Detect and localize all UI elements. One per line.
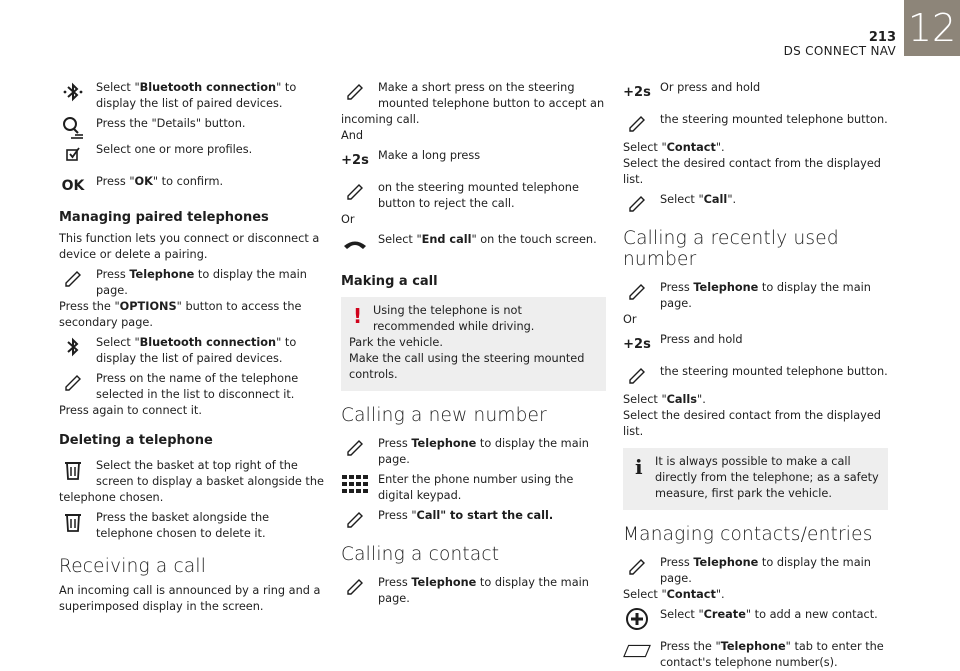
step-long-press: +2s Make a long press: [341, 144, 606, 176]
step-ok: OK Press "OK" to confirm.: [59, 170, 324, 196]
paragraph-receive: An incoming call is announced by a ring and a superimposed display in the screen.: [59, 584, 321, 613]
step-telephone-main: Press Telephone to display the main page.: [341, 432, 606, 468]
step-basket: Select the basket at top right of the screen to display a basket alongside the: [59, 454, 324, 490]
step-telephone-manage: Press Telephone to display the main page.: [623, 551, 888, 587]
step-call-start: Press "Call" to start the call.: [341, 504, 606, 530]
step-keypad: Enter the phone number using the digital keypad.: [341, 468, 606, 504]
step-steering-button-2: the steering mounted telephone button.: [623, 360, 888, 392]
tab-icon: [623, 637, 651, 665]
step-telephone-tab: Press the "Telephone" tab to enter the contact's telephone number(s).: [623, 635, 888, 671]
touch-pen-icon: [341, 506, 369, 534]
paragraph-or: Or: [623, 313, 637, 326]
step-telephone: Press Telephone to display the main page.: [59, 263, 324, 299]
info-icon: i: [635, 455, 643, 479]
basket-icon: [59, 456, 87, 484]
touch-pen-icon: [623, 110, 651, 138]
paragraph-or: Or: [341, 213, 355, 226]
warning-icon: !: [353, 304, 363, 328]
section-title: DS CONNECT NAV: [783, 44, 896, 58]
heading-calling-recent: Calling a recently used number: [623, 228, 839, 270]
step-short-press: Make a short press on the steering mounted telephone button to accept an: [341, 76, 606, 112]
step-telephone-recent: Press Telephone to display the main page.: [623, 276, 888, 312]
heading-making-call: Making a call: [341, 274, 438, 289]
touch-pen-icon: [59, 265, 87, 293]
page-number: 213: [868, 30, 896, 45]
paragraph-select-contact: Select "Contact".: [623, 141, 725, 154]
warning-box: ! Using the telephone is not recommended while driving. Park the vehicle. Make the call using the steering mounted controls.: [341, 297, 606, 391]
paragraph-chosen: telephone chosen.: [59, 491, 164, 504]
heading-calling-contact: Calling a contact: [341, 544, 500, 565]
step-press-hold: +2s Or press and hold: [623, 76, 888, 108]
step-bluetooth-connection: Select "Bluetooth connection" to display the list of paired devices.: [59, 76, 324, 112]
long-press-badge-icon: +2s: [623, 84, 651, 100]
touch-pen-icon: [623, 553, 651, 581]
bluetooth-icon: [59, 333, 87, 361]
paragraph-select-calls: Select "Calls".: [623, 393, 706, 406]
step-profiles: Select one or more profiles.: [59, 138, 324, 170]
touch-pen-icon: [623, 278, 651, 306]
column-middle: [341, 76, 606, 607]
touch-pen-icon: [623, 190, 651, 218]
keypad-icon: [341, 470, 369, 498]
heading-calling-new-number: Calling a new number: [341, 405, 547, 426]
paragraph-select-contact-2: Select "Contact".: [623, 588, 725, 601]
paragraph-and: And: [341, 129, 364, 142]
touch-pen-icon: [341, 573, 369, 601]
paragraph-desired-contact-2: Select the desired contact from the displayed list.: [623, 409, 881, 438]
ok-icon: OK: [61, 178, 85, 194]
paragraph-desired-contact: Select the desired contact from the displayed list.: [623, 157, 881, 186]
step-details: Press the "Details" button.: [59, 112, 324, 138]
profiles-checkbox-icon: [59, 140, 87, 168]
step-basket-delete: Press the basket alongside the telephone chosen to delete it.: [59, 506, 324, 542]
step-create: Select "Create" to add a new contact.: [623, 603, 888, 635]
heading-deleting-telephone: Deleting a telephone: [59, 433, 213, 448]
column-right: [623, 76, 888, 671]
heading-managing-paired-telephones: Managing paired telephones: [59, 210, 269, 225]
long-press-badge-icon: +2s: [623, 336, 651, 352]
paragraph-options: Press the "OPTIONS" button to access the secondary page.: [59, 300, 302, 329]
bluetooth-connection-icon: [59, 78, 87, 106]
step-disconnect: Press on the name of the telephone selected in the list to disconnect it.: [59, 367, 324, 403]
touch-pen-icon: [623, 362, 651, 390]
step-press-hold-2: +2s Press and hold: [623, 328, 888, 360]
step-telephone-contact: Press Telephone to display the main page.: [341, 571, 606, 607]
long-press-badge-icon: +2s: [341, 152, 369, 168]
hang-up-icon: [341, 230, 369, 258]
step-reject: on the steering mounted telephone button to reject the call.: [341, 176, 606, 212]
paragraph-incoming: incoming call.: [341, 113, 420, 126]
info-box: i It is always possible to make a call directly from the telephone; as a safety measure, first park the vehicle.: [623, 448, 888, 510]
touch-pen-icon: [341, 178, 369, 206]
step-select-call: Select "Call".: [623, 188, 888, 214]
touch-pen-icon: [341, 78, 369, 106]
paragraph-again: Press again to connect it.: [59, 404, 202, 417]
heading-receiving-call: Receiving a call: [59, 556, 207, 577]
step-end-call: Select "End call" on the touch screen.: [341, 228, 606, 260]
touch-pen-icon: [59, 369, 87, 397]
paragraph-paired: This function lets you connect or disconnect a device or delete a pairing.: [59, 232, 320, 261]
add-circle-icon: [623, 605, 651, 633]
chapter-tab: 12: [904, 0, 960, 56]
step-steering-button: the steering mounted telephone button.: [623, 108, 888, 140]
step-bluetooth-connection-2: Select "Bluetooth connection" to display the list of paired devices.: [59, 331, 324, 367]
basket-icon: [59, 508, 87, 536]
column-left: [59, 76, 324, 615]
heading-managing-contacts: Managing contacts/entries: [623, 524, 873, 545]
touch-pen-icon: [341, 434, 369, 462]
